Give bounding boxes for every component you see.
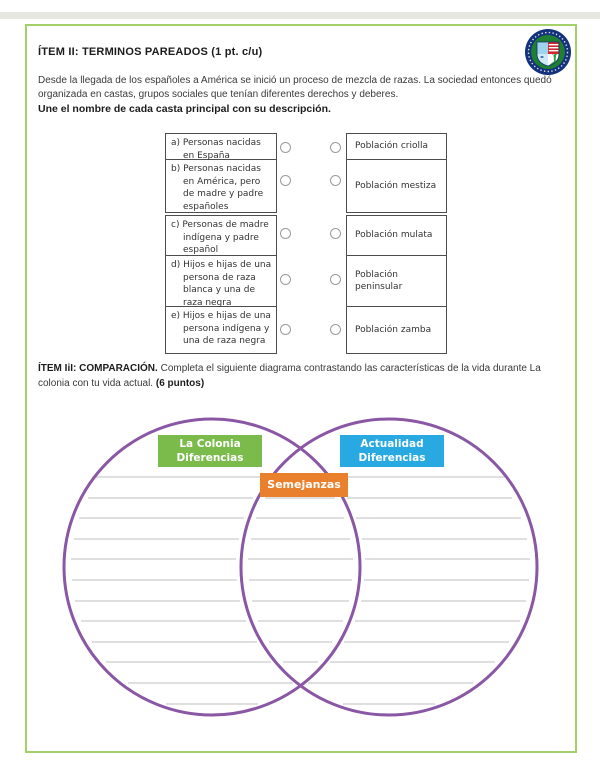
venn-label-actualidad-line2: Diferencias: [358, 452, 426, 464]
item2-title: ÍTEM II: TERMINOS PAREADOS (1 pt. c/u): [38, 46, 263, 58]
description-box-b: b) Personas nacidas en América, pero de madre y padre españoles: [165, 159, 277, 213]
venn-label-semejanzas: [260, 473, 348, 497]
match-circle-right-a[interactable]: [330, 142, 341, 153]
venn-label-colonia: [158, 435, 262, 467]
venn-diagram: [20, 408, 580, 748]
screenshot-top-band: [0, 12, 600, 19]
term-box-mulata: Población mulata: [346, 215, 447, 256]
item2-instruction-text: Une el nombre de cada casta principal con su descripción.: [38, 103, 331, 115]
match-circle-left-b[interactable]: [280, 175, 291, 186]
school-crest-logo: [524, 28, 572, 76]
venn-label-actualidad-line1: Actualidad: [360, 438, 424, 450]
match-description-column: [165, 133, 277, 354]
match-circle-right-e[interactable]: [330, 324, 341, 335]
item3-points: (6 puntos): [155, 377, 205, 389]
school-crest-icon: [524, 28, 572, 76]
description-box-a: a) Personas nacidas en España: [165, 133, 277, 160]
term-box-peninsular: Población peninsular: [346, 255, 447, 307]
match-circle-left-e[interactable]: [280, 324, 291, 335]
term-box-mestiza: Población mestiza: [346, 159, 447, 213]
venn-graphic: [20, 408, 580, 748]
description-box-e: e) Hijos e hijas de una persona indígena y una de raza negra: [165, 306, 277, 354]
item2-intro-text: Desde la llegada de los españoles a América se inició un proceso de mezcla de razas. La sociedad entonces quedó organizada en castas, grupos sociales que tenían diferentes derechos y deberes.: [38, 75, 552, 100]
term-box-criolla: Población criolla: [346, 133, 447, 160]
match-circle-right-d[interactable]: [330, 274, 341, 285]
venn-label-actualidad: [340, 435, 444, 467]
venn-label-colonia-line1: La Colonia: [179, 438, 241, 450]
match-circle-right-b[interactable]: [330, 175, 341, 186]
item3-heading: [38, 362, 574, 391]
description-box-d: d) Hijos e hijas de una persona de raza blanca y una de raza negra: [165, 255, 277, 307]
term-box-zamba: Población zamba: [346, 306, 447, 354]
venn-circles: [64, 419, 537, 715]
venn-label-semejanzas-text: Semejanzas: [267, 478, 341, 491]
match-circle-left-a[interactable]: [280, 142, 291, 153]
item3-title: ÍTEM IiI: COMPARACIÓN.: [38, 363, 158, 374]
item3-instruction-text: Completa el siguiente diagrama contrastando las características de la vida durante La colonia con tu vida actual.: [38, 363, 541, 389]
venn-label-colonia-line2: Diferencias: [176, 452, 244, 464]
description-box-c: c) Personas de madre indígena y padre español: [165, 215, 277, 256]
match-term-column: [346, 133, 447, 354]
match-circle-left-d[interactable]: [280, 274, 291, 285]
writing-lines: [71, 477, 530, 704]
match-circle-left-c[interactable]: [280, 228, 291, 239]
match-circle-right-c[interactable]: [330, 228, 341, 239]
